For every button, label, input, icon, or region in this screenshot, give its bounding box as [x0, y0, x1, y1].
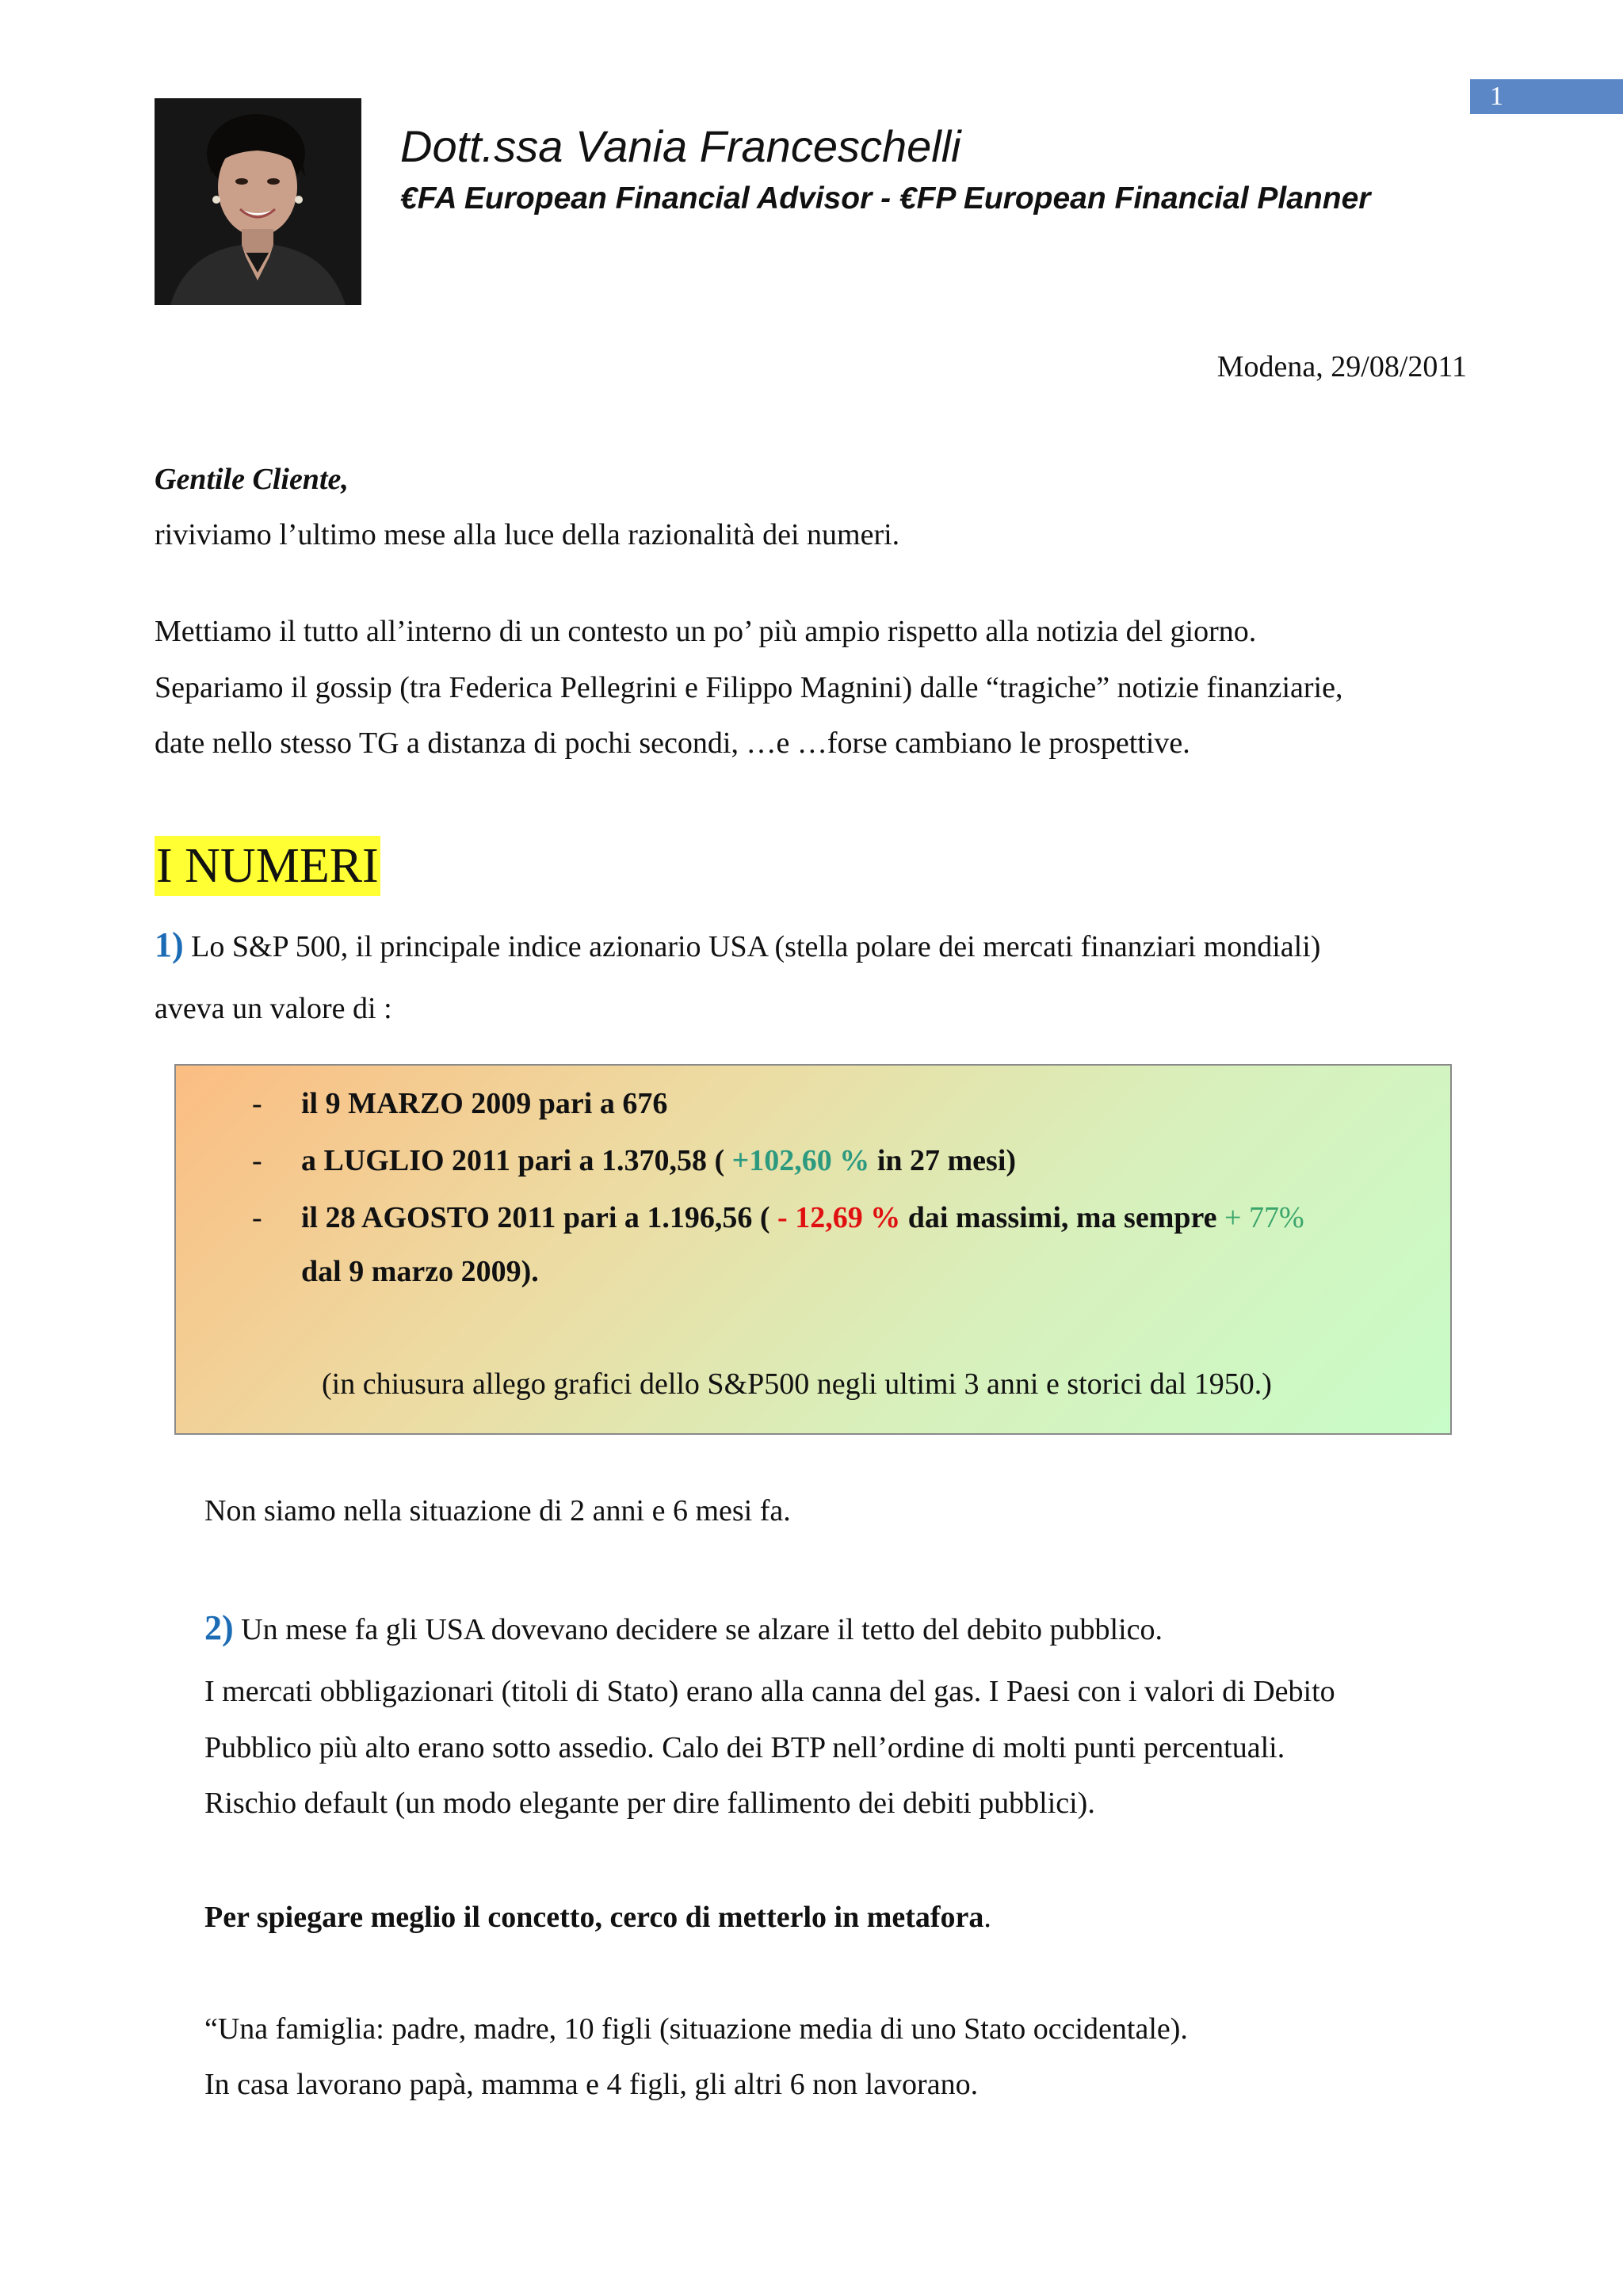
callout-item-2-period: in 27 mesi) [869, 1144, 1017, 1177]
point-2-number: 2) [204, 1608, 234, 1647]
author-name: Dott.ssa Vania Franceschelli [400, 121, 961, 171]
point-2-line-4: Rischio default (un modo elegante per dire fallimento dei debiti pubblici). [204, 1787, 1095, 1820]
intro-line-1: riviviamo l’ultimo mese alla luce della razionalità dei numeri. [155, 518, 900, 551]
callout-item-3-drop: - 12,69 % [777, 1201, 901, 1234]
point-1-text: Lo S&P 500, il principale indice azionario USA (stella polare dei mercati finanziari mondiali) [183, 930, 1321, 963]
intro-line-3: Separiamo il gossip (tra Federica Pellegrini e Filippo Magnini) dalle “tragiche” notizie finanziarie, [155, 671, 1343, 704]
section-title: I NUMERI [155, 836, 380, 896]
callout-item-1: il 9 MARZO 2009 pari a 676 [301, 1087, 668, 1120]
point-1-number: 1) [155, 925, 184, 964]
after-callout-text: Non siamo nella situazione di 2 anni e 6 mesi fa. [204, 1494, 791, 1527]
metaphor-bold-text: Per spiegare meglio il concetto, cerco di metterlo in metafora [204, 1901, 984, 1934]
salutation: Gentile Cliente, [155, 463, 349, 496]
callout-note: (in chiusura allego grafici dello S&P500 negli ultimi 3 anni e storici dal 1950.) [322, 1367, 1272, 1401]
point-2-text: Un mese fa gli USA dovevano decidere se alzare il tetto del debito pubblico. [233, 1613, 1163, 1646]
author-photo [155, 98, 361, 305]
intro-line-4: date nello stesso TG a distanza di pochi secondi, …e …forse cambiano le prospettive. [155, 727, 1190, 760]
callout-item-3 [301, 1198, 1304, 1238]
callout-item-3-gain: + 77% [1224, 1201, 1304, 1234]
bullet-dash: - [252, 1087, 262, 1120]
author-credentials: €FA European Financial Advisor - €FP European Financial Planner [400, 181, 1371, 215]
callout-item-3-text: il 28 AGOSTO 2011 pari a 1.196,56 ( [301, 1201, 778, 1234]
page-number-badge: 1 [1470, 79, 1623, 114]
intro-line-2: Mettiamo il tutto all’interno di un contesto un po’ più ampio rispetto alla notizia del giorno. [155, 615, 1257, 648]
family-line-1: “Una famiglia: padre, madre, 10 figli (situazione media di uno Stato occidentale). [204, 2012, 1188, 2046]
callout-item-2-gain: +102,60 % [731, 1144, 870, 1177]
point-2-line-2: I mercati obbligazionari (titoli di Stato) erano alla canna del gas. I Paesi con i valori di Debito [204, 1675, 1335, 1708]
bullet-dash: - [252, 1201, 262, 1234]
point-1-line-2: aveva un valore di : [155, 992, 392, 1025]
bullet-dash: - [252, 1144, 262, 1177]
callout-item-2 [301, 1141, 1016, 1180]
metaphor-period: . [983, 1901, 991, 1934]
callout-item-3-text-2: dai massimi, ma sempre [900, 1201, 1225, 1234]
metaphor-intro [204, 1897, 991, 1937]
callout-item-3-continuation: dal 9 marzo 2009). [301, 1255, 539, 1288]
point-2-line-1 [204, 1608, 1163, 1650]
point-1-line-1 [155, 925, 1320, 967]
point-2-line-3: Pubblico più alto erano sotto assedio. Calo dei BTP nell’ordine di molti punti percentuali. [204, 1731, 1285, 1764]
callout-item-2-text: a LUGLIO 2011 pari a 1.370,58 ( [301, 1144, 732, 1177]
portrait-image [155, 98, 361, 305]
letter-date: Modena, 29/08/2011 [1216, 350, 1467, 383]
family-line-2: In casa lavorano papà, mamma e 4 figli, gli altri 6 non lavorano. [204, 2068, 979, 2101]
